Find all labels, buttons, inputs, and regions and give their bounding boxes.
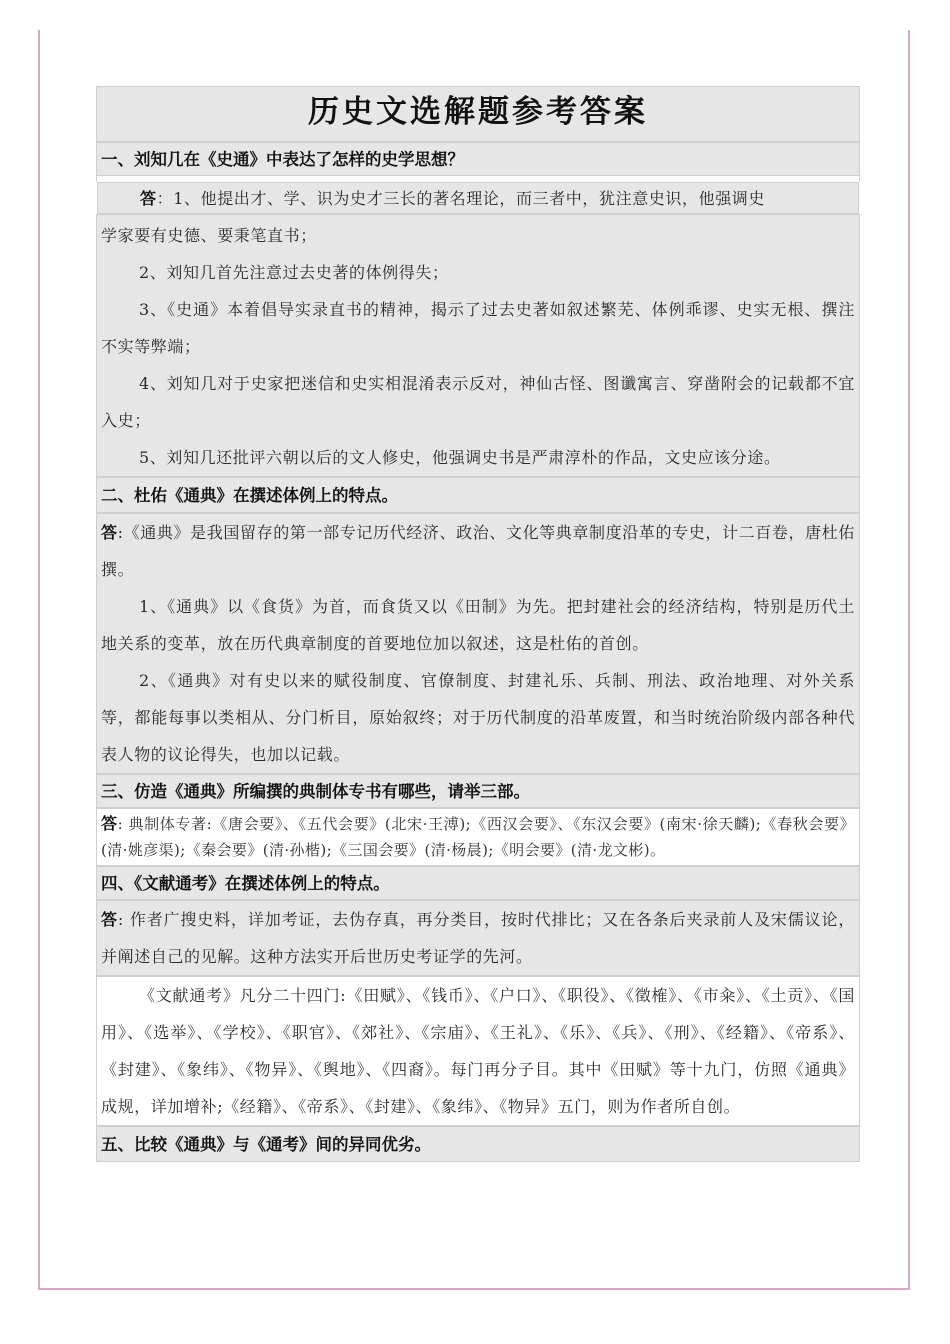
- q2-answer-body: [96, 513, 860, 774]
- q1-answer-first-line: [97, 182, 859, 214]
- answer-sheet: [96, 86, 860, 1162]
- q1-p2: 2、刘知几首先注意过去史著的体例得失；: [139, 263, 449, 282]
- page-border-right: [908, 30, 910, 1290]
- q1-p1a: ：1、他提出才、学、识为史才三长的著名理论，而三者中，犹注意史识，他强调史: [156, 189, 765, 208]
- page-border-bottom: [38, 1288, 910, 1290]
- q4-p0: [97, 901, 859, 975]
- q3-heading-row: [96, 774, 860, 808]
- q4-detail-body: [96, 976, 860, 1126]
- q1-p3: 3、《史通》本着倡导实录直书的精神，揭示了过去史著如叙述繁芜、体例乖谬、史实无根、撰注不实等弊端；: [101, 300, 855, 356]
- q4-p1: 《文献通考》凡分二十四门:《田赋》、《钱币》、《户口》、《职役》、《徵榷》、《市籴》、《土贡》、《国用》、《选举》、《学校》、《职官》、《郊社》、《宗庙》、《王礼》、《乐》、《兵》、《刑》、《经籍》、《帝系》、《封建》、《象纬》、《物异》、《舆地》、《四裔》。每门再分子目。其中《田赋》等十九门，仿照《通典》成规，详加增补;《经籍》、《帝系》、《封建》、《象纬》、《物异》五门，则为作者所自创。: [101, 986, 855, 1116]
- q2-heading: 二、杜佑《通典》在撰述体例上的特点。: [101, 486, 398, 505]
- q5-heading: 五、比较《通典》与《通考》间的异同优劣。: [101, 1135, 431, 1154]
- q3-heading: 三、仿造《通典》所编撰的典制体专书有哪些，请举三部。: [101, 782, 530, 801]
- q1-heading: 一、刘知几在《史通》中表达了怎样的史学思想？: [101, 150, 464, 169]
- q4-answer-body: [96, 900, 860, 976]
- q2-heading-row: [96, 477, 860, 513]
- q3-p0-text: : 典制体专著:《唐会要》、《五代会要》(北宋·王溥);《西汉会要》、《东汉会要》(南宋·徐天麟);《春秋会要》(清·姚彦渠);《秦会要》(清·孙楷);《三国会要》(清·杨晨);《明会要》(清·龙文彬)。: [101, 815, 855, 859]
- q2-p0: [97, 514, 859, 588]
- q4-p0-text: : 作者广搜史料，详加考证，去伪存真，再分类目，按时代排比；又在各条后夹录前人及宋儒议论，并阐述自己的见解。这种方法实开后世历史考证学的先河。: [101, 910, 855, 966]
- q3-p0: [97, 809, 859, 865]
- q1-answer-intro: [98, 183, 858, 215]
- q2-p1: 1、《通典》以《食货》为首，而食货又以《田制》为先。把封建社会的经济结构，特别是历代土地关系的变革，放在历代典章制度的首要地位加以叙述，这是杜佑的首创。: [101, 597, 855, 653]
- q1-answer-body: [96, 214, 860, 477]
- q1-p5: 5、刘知几还批评六朝以后的文人修史，他强调史书是严肃淳朴的作品，文史应该分途。: [139, 448, 781, 467]
- answer-label: 答: [101, 814, 118, 833]
- answer-label: 答: [140, 189, 157, 208]
- answer-label: 答: [101, 910, 118, 929]
- page-border-left: [38, 30, 40, 1290]
- q4-heading-row: [96, 866, 860, 900]
- q1-p4: 4、刘知几对于史家把迷信和史实相混淆表示反对，神仙古怪、图谶寓言、穿凿附会的记载都不宜入史；: [101, 374, 855, 430]
- q5-heading-row: [96, 1126, 860, 1162]
- page-title: 历史文选解题参考答案: [96, 86, 860, 142]
- q1-p1b: 学家要有史德、要秉笔直书；: [101, 226, 317, 245]
- q2-p2: 2、《通典》对有史以来的赋役制度、官僚制度、封建礼乐、兵制、刑法、政治地理、对外关系等，都能每事以类相从、分门析目，原始叙终；对于历代制度的沿革废置，和当时统治阶级内部各种代表人物的议论得失，也加以记载。: [101, 671, 855, 764]
- q2-p0-text: :《通典》是我国留存的第一部专记历代经济、政治、文化等典章制度沿革的专史，计二百卷，唐杜佑撰。: [101, 523, 855, 579]
- q4-heading: 四、《文献通考》在撰述体例上的特点。: [101, 874, 390, 893]
- q3-answer-body: [96, 808, 860, 866]
- q1-heading-row: [96, 142, 860, 176]
- answer-label: 答: [101, 523, 118, 542]
